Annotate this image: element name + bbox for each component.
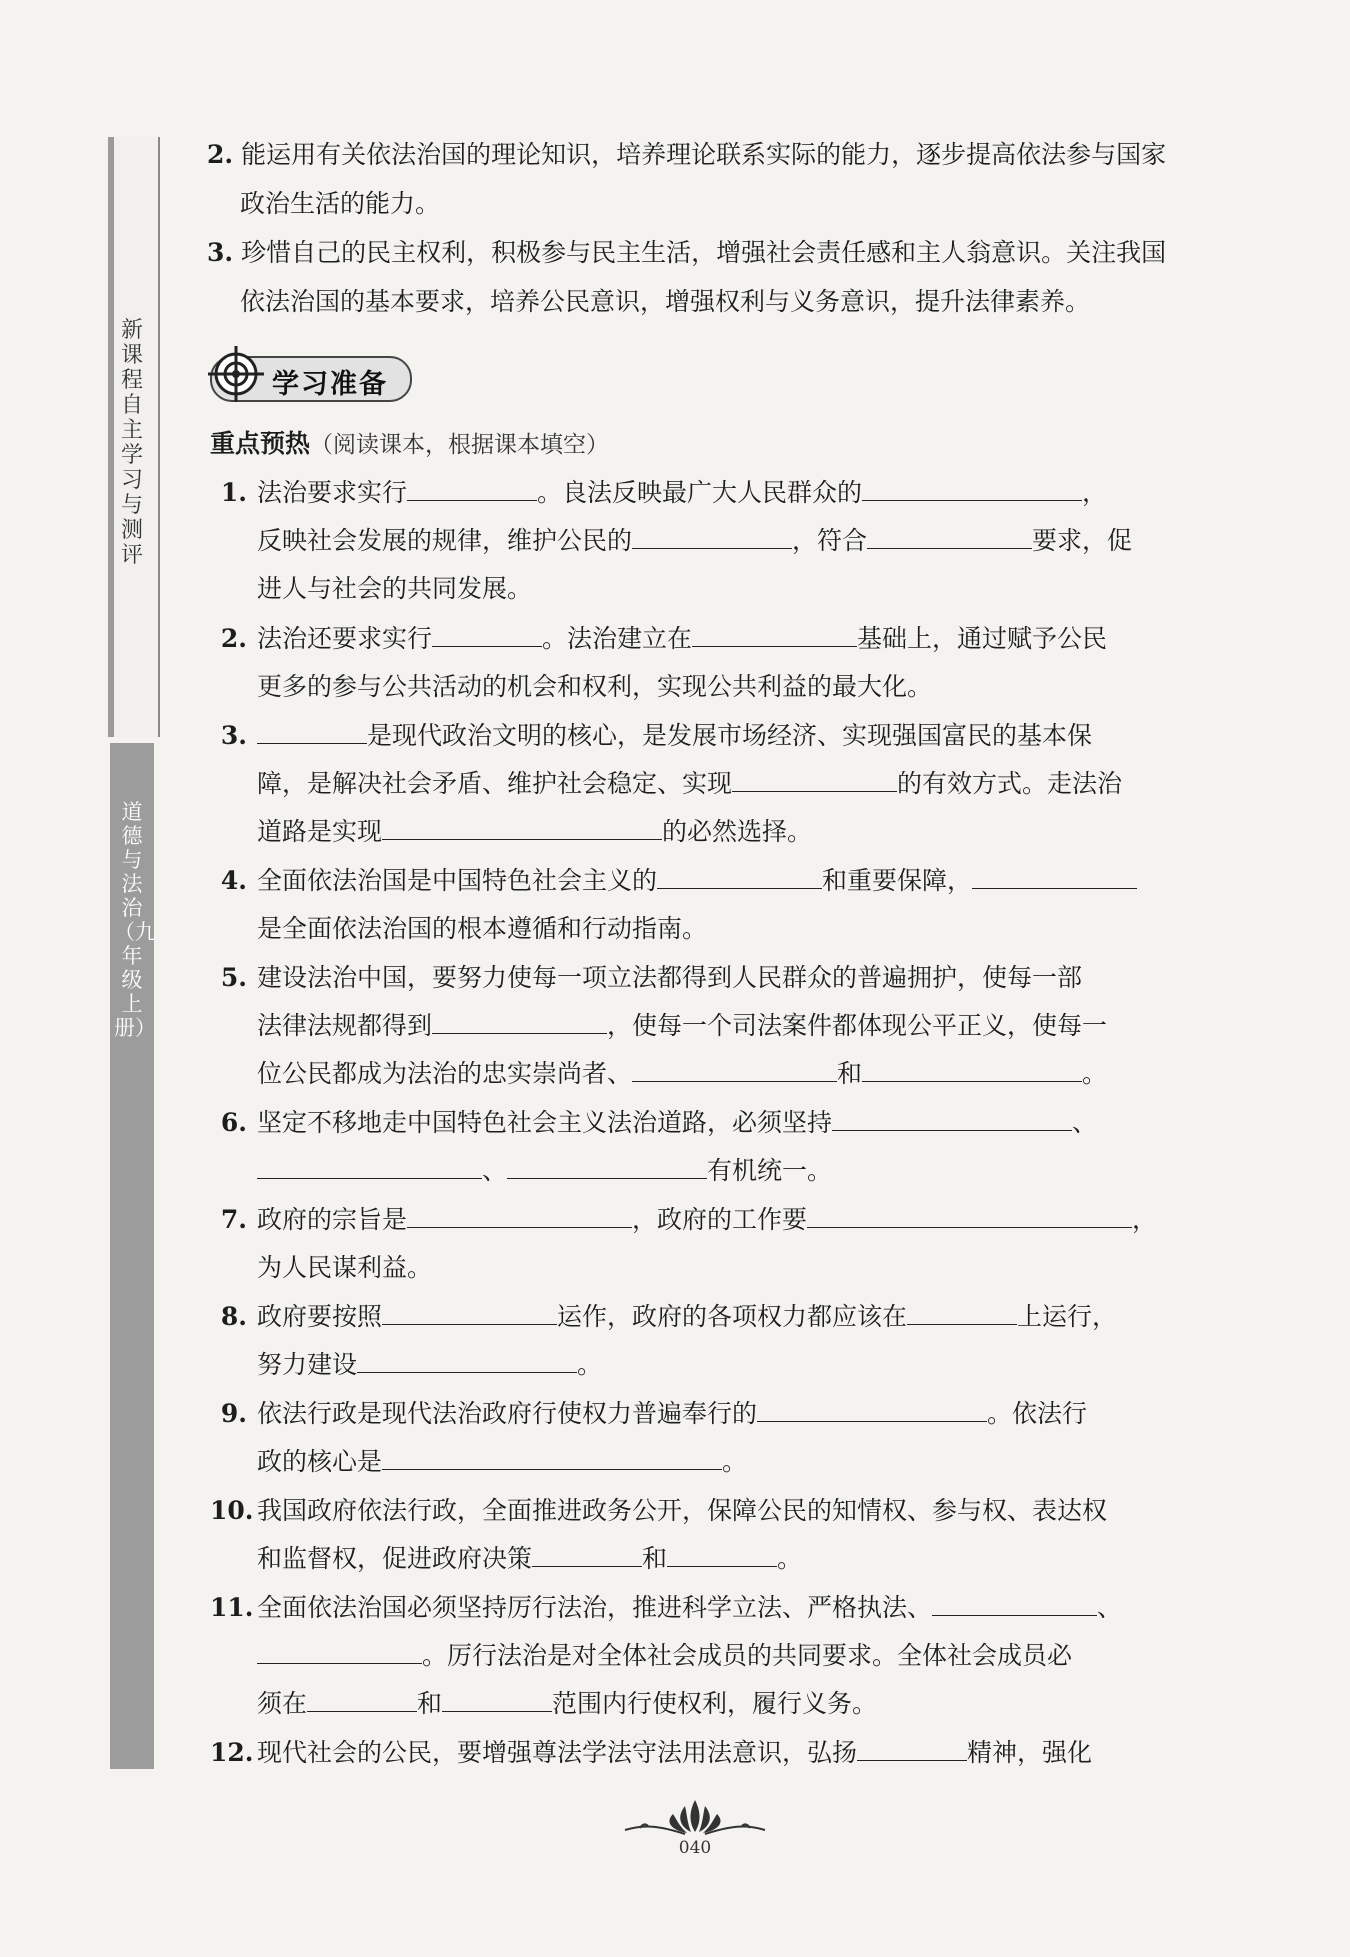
- question-text: 障，是解决社会矛盾、维护社会稳定、实现: [257, 769, 733, 798]
- answer-blank[interactable]: [257, 721, 367, 744]
- question-number: 3.: [220, 721, 247, 750]
- answer-blank[interactable]: [632, 1059, 837, 1082]
- question-text: 政的核心是: [257, 1447, 383, 1476]
- question-7: [210, 1196, 1175, 1292]
- answer-blank[interactable]: [667, 1544, 777, 1567]
- answer-blank[interactable]: [382, 817, 662, 840]
- question-number: 5.: [220, 963, 247, 992]
- answer-blank[interactable]: [432, 1011, 607, 1034]
- question-text: 、: [1072, 1108, 1098, 1137]
- question-number: 12.: [210, 1738, 254, 1767]
- question-text: 坚定不移地走中国特色社会主义法治道路，必须坚持: [257, 1108, 833, 1137]
- side-tab-subject: 道德与法治（九年级上册）: [114, 800, 156, 1040]
- objective-3: [207, 228, 1172, 326]
- answer-blank[interactable]: [357, 1350, 577, 1373]
- question-text: 反映社会发展的规律，维护公民的: [257, 526, 633, 555]
- question-8: [210, 1293, 1175, 1389]
- question-text: 、: [482, 1156, 508, 1185]
- question-text: 依法行政是现代法治政府行使权力普遍奉行的: [257, 1399, 758, 1428]
- question-text: 有机统一。: [707, 1156, 833, 1185]
- question-text: 法治要求实行: [257, 478, 408, 507]
- question-text: 。: [1082, 1059, 1108, 1088]
- answer-blank[interactable]: [862, 478, 1082, 501]
- answer-blank[interactable]: [507, 1156, 707, 1179]
- question-text: 是全面依法治国的根本遵循和行动指南。: [257, 914, 708, 943]
- question-text: 。依法行: [987, 1399, 1088, 1428]
- subtitle-bold: 重点预热: [210, 429, 311, 458]
- question-text: ，使每一个司法案件都体现公平正义，使每一: [607, 1011, 1108, 1040]
- question-text: ，符合: [792, 526, 868, 555]
- question-text: 全面依法治国是中国特色社会主义的: [257, 866, 658, 895]
- question-text: 道路是实现: [257, 817, 383, 846]
- question-3: [210, 712, 1175, 856]
- answer-blank[interactable]: [432, 624, 542, 647]
- question-text: 更多的参与公共活动的机会和权利，实现公共利益的最大化。: [257, 672, 933, 701]
- question-text: 和监督权，促进政府决策: [257, 1544, 533, 1573]
- question-10: [210, 1487, 1175, 1583]
- question-text: 是现代政治文明的核心，是发展市场经济、实现强国富民的基本保: [367, 721, 1093, 750]
- answer-blank[interactable]: [692, 624, 857, 647]
- objective-text: 能运用有关依法治国的理论知识，培养理论联系实际的能力，逐步提高依法参与国家政治生活的能力。: [240, 140, 1167, 218]
- answer-blank[interactable]: [257, 1641, 422, 1664]
- question-text: 全面依法治国必须坚持厉行法治，推进科学立法、严格执法、: [257, 1593, 933, 1622]
- objective-number: 2.: [207, 140, 234, 169]
- leaf-ornament-icon: [615, 1790, 775, 1840]
- question-text: 法治还要求实行: [257, 624, 433, 653]
- section-badge: [210, 356, 412, 402]
- target-icon: [206, 344, 266, 404]
- question-text: 政府要按照: [257, 1302, 383, 1331]
- question-text: 现代社会的公民，要增强尊法学法守法用法意识，弘扬: [257, 1738, 858, 1767]
- question-text: 基础上，通过赋予公民: [857, 624, 1108, 653]
- question-text: 的有效方式。走法治: [897, 769, 1123, 798]
- question-text: 位公民都成为法治的忠实崇尚者、: [257, 1059, 633, 1088]
- question-text: 和: [837, 1059, 863, 1088]
- answer-blank[interactable]: [862, 1059, 1082, 1082]
- question-12: [210, 1729, 1175, 1777]
- question-text: 和: [642, 1544, 668, 1573]
- question-text: 运作，政府的各项权力都应该在: [557, 1302, 908, 1331]
- answer-blank[interactable]: [632, 526, 792, 549]
- question-text: ，: [1132, 1205, 1158, 1234]
- question-number: 8.: [220, 1302, 247, 1331]
- question-number: 6.: [220, 1108, 247, 1137]
- question-text: 。良法反映最广大人民群众的: [537, 478, 863, 507]
- question-text: 须在: [257, 1689, 308, 1718]
- question-5: [210, 954, 1175, 1098]
- answer-blank[interactable]: [307, 1689, 417, 1712]
- question-text: 上运行，: [1017, 1302, 1118, 1331]
- answer-blank[interactable]: [932, 1593, 1097, 1616]
- question-number: 2.: [220, 624, 247, 653]
- question-number: 1.: [220, 478, 247, 507]
- question-number: 9.: [220, 1399, 247, 1428]
- answer-blank[interactable]: [657, 866, 822, 889]
- subtitle-note: （阅读课本，根据课本填空）: [310, 432, 610, 458]
- question-text: 我国政府依法行政，全面推进政务公开，保障公民的知情权、参与权、表达权: [257, 1496, 1108, 1525]
- question-2: [210, 615, 1175, 711]
- question-text: 建设法治中国，要努力使每一项立法都得到人民群众的普遍拥护，使每一部: [257, 963, 1083, 992]
- question-text: 范围内行使权利，履行义务。: [552, 1689, 878, 1718]
- question-text: ，政府的工作要: [632, 1205, 808, 1234]
- question-text: 政府的宗旨是: [257, 1205, 408, 1234]
- answer-blank[interactable]: [757, 1399, 987, 1422]
- question-text: 。法治建立在: [542, 624, 693, 653]
- question-text: 。: [777, 1544, 803, 1573]
- question-11: [210, 1584, 1175, 1728]
- subtitle: [210, 424, 609, 460]
- question-text: 为人民谋利益。: [257, 1253, 433, 1282]
- answer-blank[interactable]: [257, 1156, 482, 1179]
- answer-blank[interactable]: [832, 1108, 1072, 1131]
- question-text: 法律法规都得到: [257, 1011, 433, 1040]
- question-text: 努力建设: [257, 1350, 358, 1379]
- answer-blank[interactable]: [382, 1447, 722, 1470]
- question-text: 和重要保障，: [822, 866, 973, 895]
- answer-blank[interactable]: [857, 1738, 967, 1761]
- question-text: 。: [722, 1447, 748, 1476]
- question-text: 。厉行法治是对全体社会成员的共同要求。全体社会成员必: [422, 1641, 1073, 1670]
- objective-2: [207, 130, 1172, 228]
- question-text: 精神，强化: [967, 1738, 1093, 1767]
- answer-blank[interactable]: [407, 478, 537, 501]
- question-text: 的必然选择。: [662, 817, 813, 846]
- question-text: 。: [577, 1350, 603, 1379]
- side-tab-book-title: 新课程自主学习与测评: [120, 318, 143, 568]
- question-number: 11.: [210, 1593, 254, 1622]
- answer-blank[interactable]: [732, 769, 897, 792]
- question-9: [210, 1390, 1175, 1486]
- question-number: 10.: [210, 1496, 254, 1525]
- section-title: 学习准备: [272, 369, 388, 400]
- answer-blank[interactable]: [382, 1302, 557, 1325]
- question-1: [210, 469, 1175, 613]
- question-text: ，: [1082, 478, 1108, 507]
- answer-blank[interactable]: [972, 866, 1137, 889]
- question-6: [210, 1099, 1175, 1195]
- question-text: 进人与社会的共同发展。: [257, 574, 533, 603]
- objective-text: 珍惜自己的民主权利，积极参与民主生活，增强社会责任感和主人翁意识。关注我国依法治国的基本要求，培养公民意识，增强权利与义务意识，提升法律素养。: [240, 238, 1167, 316]
- question-4: [210, 857, 1175, 953]
- answer-blank[interactable]: [867, 526, 1032, 549]
- question-text: 要求，促: [1032, 526, 1133, 555]
- answer-blank[interactable]: [407, 1205, 632, 1228]
- answer-blank[interactable]: [807, 1205, 1132, 1228]
- answer-blank[interactable]: [907, 1302, 1017, 1325]
- answer-blank[interactable]: [442, 1689, 552, 1712]
- question-text: 、: [1097, 1593, 1123, 1622]
- objective-number: 3.: [207, 238, 234, 267]
- question-number: 4.: [220, 866, 247, 895]
- page-number: 040: [678, 1838, 712, 1858]
- answer-blank[interactable]: [532, 1544, 642, 1567]
- question-text: 和: [417, 1689, 443, 1718]
- question-number: 7.: [220, 1205, 247, 1234]
